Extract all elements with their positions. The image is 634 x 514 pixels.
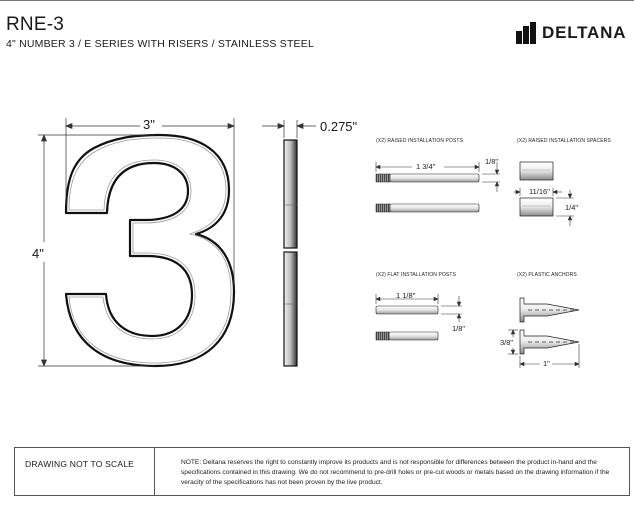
raised-posts-title: (X2) RAISED INSTALLATION POSTS [376,138,463,144]
side-view [284,140,297,366]
flat-post-drawing [376,294,462,340]
raised-spacers-title: (X2) RAISED INSTALLATION SPACERS [517,138,611,144]
flat-posts-title: (X2) FLAT INSTALLATION POSTS [376,272,456,278]
raised-post-length-label: 1 3/4" [416,162,436,171]
flat-post-length-label: 1 1/8" [396,291,416,300]
scale-note: DRAWING NOT TO SCALE [25,459,135,469]
raised-post-drawing [376,162,500,212]
product-description: 4" NUMBER 3 / E SERIES WITH RISERS / STAINLESS STEEL [6,38,315,50]
anchor-diameter-label: 3/8" [500,338,514,347]
footer-divider [154,448,155,495]
plastic-anchors-title: (X2) PLASTIC ANCHORS [517,272,577,278]
thickness-label: 0.275" [320,119,358,134]
spacer-length-label: 11/16" [529,187,550,196]
model-number: RNE-3 [6,14,65,35]
width-label: 3" [143,117,155,132]
thickness-dimension [262,120,316,138]
numeral-outline-outer [66,135,234,366]
disclaimer-note: NOTE: Deltana reserves the right to constantly improve its products and is not responsible for differences between the product in-hand and the specifications contained in this drawing. We do not recommend to pre-drill holes or pre-cut woods or metals based on the drawing information if the veracity of the specifications has not been proven by the live product. [181,459,610,486]
plastic-anchor-drawing [508,298,579,368]
flat-post-diameter-label: 1/8" [452,324,466,333]
numeral-three [66,135,234,366]
height-label: 4" [32,246,44,261]
spacer-diameter-label: 1/4" [565,203,579,212]
footer-note-box [14,447,630,496]
logo-wordmark: DELTANA [542,23,627,42]
anchor-length-label: 1" [543,359,550,368]
raised-post-diameter-label: 1/8" [485,157,499,166]
